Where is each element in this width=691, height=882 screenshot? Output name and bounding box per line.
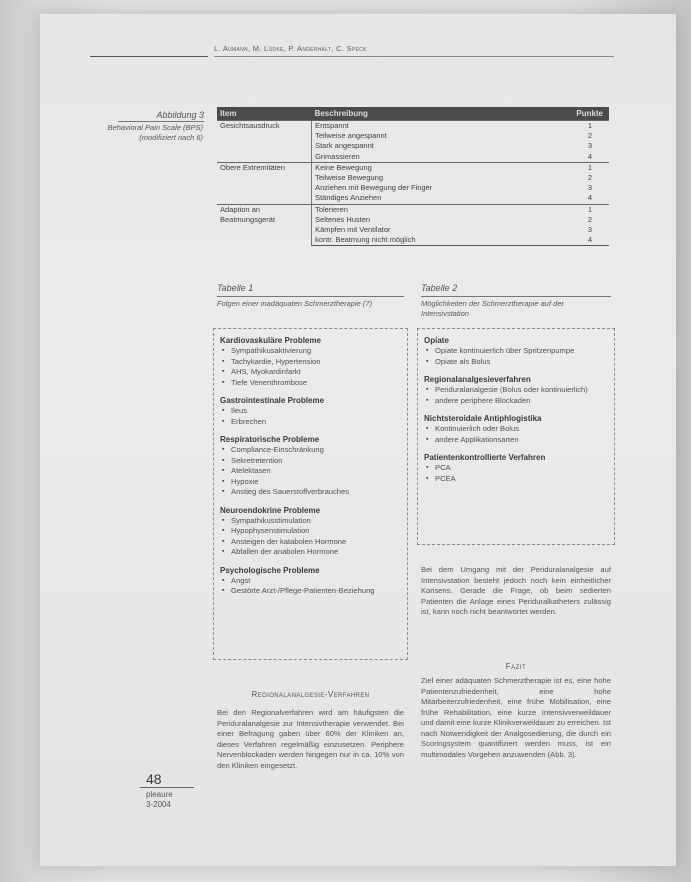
list-item: ▪ Ansteigen der katabolen Hormone — [231, 537, 400, 548]
tabelle1-section — [220, 434, 400, 498]
list-item: ▪ Opiate kontinuierlich über Spritzenpumpe — [435, 346, 606, 357]
table-cell-desc: Keine Bewegung — [312, 162, 494, 173]
table-row — [217, 162, 609, 173]
section-title: Opiate — [424, 336, 449, 345]
tabelle2-caption: Möglichkeiten der Schmerztherapie auf der Intensivstation — [421, 299, 564, 318]
list-item: ▪ Opiate als Bolus — [435, 357, 606, 368]
table-row — [217, 121, 609, 132]
column-header-description: Beschreibung — [312, 107, 494, 121]
journal-name — [146, 790, 173, 810]
tabelle1-body — [220, 335, 400, 597]
table-cell-desc: Anziehen mit Bewegung der Finger — [312, 183, 494, 193]
table-cell-points: 4 — [587, 193, 592, 203]
section-title: Respiratorische Probleme — [220, 435, 320, 444]
table-cell-desc: Tolerieren — [312, 204, 494, 215]
section-subhead: Regionalanalgesie-Verfahren — [251, 690, 370, 699]
table-cell-points: 3 — [587, 141, 592, 151]
tabelle1-section — [220, 335, 400, 388]
table-row — [217, 152, 609, 163]
list-item: ▪ Tiefe Venenthrombose — [231, 378, 400, 389]
fazit-heading: Fazit — [505, 662, 527, 671]
tabelle1-section — [220, 505, 400, 558]
table-cell-points: 1 — [494, 162, 609, 173]
table-cell-desc: kontr. Beatmung nicht möglich — [312, 235, 494, 246]
list-item: ▪ Gestörte Arzt-/Pflege-Patienten-Beziehung — [231, 586, 400, 597]
tabelle2-section — [424, 335, 606, 367]
tabelle1-section — [220, 395, 400, 427]
list-item: ▪ Compliance-Einschränkung — [231, 445, 400, 456]
table-row — [217, 141, 609, 151]
journal-title: pleaure — [146, 790, 173, 799]
table-cell-desc: Teilweise Bewegung — [312, 173, 494, 183]
table-cell-points: 2 — [587, 214, 592, 224]
table-cell-points: 4 — [494, 235, 609, 246]
list-item: ▪ PCA — [435, 463, 606, 474]
table-cell-desc: Kämpfen mit Ventilator — [312, 225, 494, 235]
table-row — [217, 183, 609, 193]
tabelle2-title: Tabelle 2 — [421, 283, 458, 293]
list-item: ▪ Tachykardie, Hypertension — [231, 357, 400, 368]
list-item: ▪ Kontinuierlich oder Bolus — [435, 424, 606, 435]
table-cell-points: 3 — [587, 225, 592, 235]
column-header-points: Punkte — [494, 107, 609, 121]
list-item: ▪ Hypoxie — [231, 477, 400, 488]
tabelle2-section — [424, 374, 606, 406]
table-row — [217, 193, 609, 204]
table-cell-points: 2 — [587, 173, 592, 183]
tabelle2-title-rule — [421, 296, 611, 297]
list-item: ▪ AHS, Myokardinfarkt — [231, 367, 400, 378]
section-title: Nichtsteroidale Antiphlogistika — [424, 414, 542, 423]
table-cell-desc: Stark angespannt — [312, 141, 494, 151]
figure-caption: Behavioral Pain Scale (BPS) (modifiziert nach 6) — [107, 123, 203, 142]
list-item: ▪ Erbrechen — [231, 417, 400, 428]
section-title: Kardiovaskuläre Probleme — [220, 336, 321, 345]
tabelle1-caption: Folgen einer inadäquaten Schmerztherapie (7) — [217, 299, 373, 308]
tabelle2-section — [424, 413, 606, 445]
table-cell-points: 2 — [587, 131, 592, 141]
list-item: ▪ Sympathikusaktivierung — [231, 346, 400, 357]
list-item: ▪ PCEA — [435, 474, 606, 485]
tabelle2-body — [424, 335, 606, 484]
journal-issue: 3-2004 — [146, 800, 171, 809]
list-item: ▪ Abfallen der anabolen Hormone — [231, 547, 400, 558]
list-item: ▪ Anstieg des Sauerstoffverbrauches — [231, 487, 400, 498]
table-header-row — [217, 107, 609, 121]
list-item: ▪ Angst — [231, 576, 400, 587]
table-cell-points: 3 — [587, 183, 592, 193]
table-cell-item: Obere Extremitäten — [217, 162, 312, 173]
table-row — [217, 131, 609, 141]
table-cell-desc: Teilweise angespannt — [312, 131, 494, 141]
table-cell-item: Gesichtsausdruck — [217, 121, 312, 132]
table-cell-points: 1 — [494, 204, 609, 215]
section-title: Regionalanalgesieverfahren — [424, 375, 531, 384]
section-title: Neuroendokrine Probleme — [220, 505, 321, 515]
tabelle2-section — [424, 452, 606, 484]
table-cell-item: Adaption an Beatmungsgerät — [217, 204, 312, 246]
bps-table — [217, 107, 609, 246]
list-item: ▪ Hypophysenstimulation — [231, 526, 400, 537]
table-cell-desc: Seltenes Husten — [312, 215, 494, 225]
page-number: 48 — [146, 771, 162, 787]
table-cell-desc: Entspannt — [312, 121, 494, 132]
table-cell-desc: Grimassieren — [312, 152, 494, 163]
fazit-paragraph: Ziel einer adäquaten Schmerztherapie ist es, eine hohe Patientenzufriedenheit, eine hohe Mitarbeiterzufriedenheit, eine frühe Mobilisation, eine frühe Rehabilitation, eine kurze Intensivverweildauer und damit eine kurze Klinikverweildauer zu erreichen. Ist nach Notwendigkeit der Analgosedierung, die durch ein Scoringsystem quantifiziert werden muss, ist ein multimodales Vorgehen anzuwenden (Abb. 3). — [421, 676, 611, 759]
section-title: Psychologische Probleme — [220, 565, 320, 575]
list-item: ▪ andere periphere Blockaden — [435, 396, 606, 407]
header-rule-left — [90, 56, 208, 57]
table-cell-desc: Ständiges Anziehen — [312, 193, 494, 204]
section-title: Patientenkontrollierte Verfahren — [424, 453, 546, 462]
list-item: ▪ andere Applikationsarten — [435, 435, 606, 446]
table-row — [217, 173, 609, 183]
list-item: ▪ Atelektasen — [231, 466, 400, 477]
table-cell-points: 1 — [494, 121, 609, 132]
tabelle1-title: Tabelle 1 — [217, 283, 254, 293]
left-paragraph: Bei den Regionalverfahren wird am häufigsten die Periduralanalgesie zur Intensivtherapie verwendet. Bei einer Befragung gaben über 60% der Kliniken an, dieses Verfahren regelmäßig einzusetzen. Periphere Nervenblockaden werden hingegen nur in ca. 10% von den Kliniken eingesetzt. — [217, 708, 404, 770]
column-header-item: Item — [217, 107, 312, 121]
header-rule-right — [214, 56, 614, 57]
sidebar-rule — [118, 121, 204, 122]
tabelle1-title-rule — [217, 296, 404, 297]
list-item: ▪ Periduralanalgesie (Bolus oder kontinuierlich) — [435, 385, 606, 396]
table-row — [217, 204, 609, 215]
right-paragraph: Bei dem Umgang mit der Periduralanalgesie auf Intensivstation besteht jedoch noch kein einheitlicher Konsens. Gerade die Frage, ob beim sedierten Patienten die Anlage eines Periduralkatheters zulässig ist, kann noch nicht beantwortet werden. — [421, 565, 611, 616]
list-item: ▪ Sekretretention — [231, 456, 400, 467]
list-item: ▪ Sympathikusstimulation — [231, 516, 400, 527]
figure-label: Abbildung 3 — [156, 110, 204, 120]
footer-rule — [140, 787, 194, 788]
list-item: ▪ Ileus — [231, 406, 400, 417]
tabelle1-section — [220, 565, 400, 597]
table-cell-points: 4 — [587, 151, 592, 161]
section-title: Gastrointestinale Probleme — [220, 396, 325, 405]
running-head: L. Aumann, M. Lüdke, P. Anderhalt, C. Speck — [214, 44, 367, 53]
